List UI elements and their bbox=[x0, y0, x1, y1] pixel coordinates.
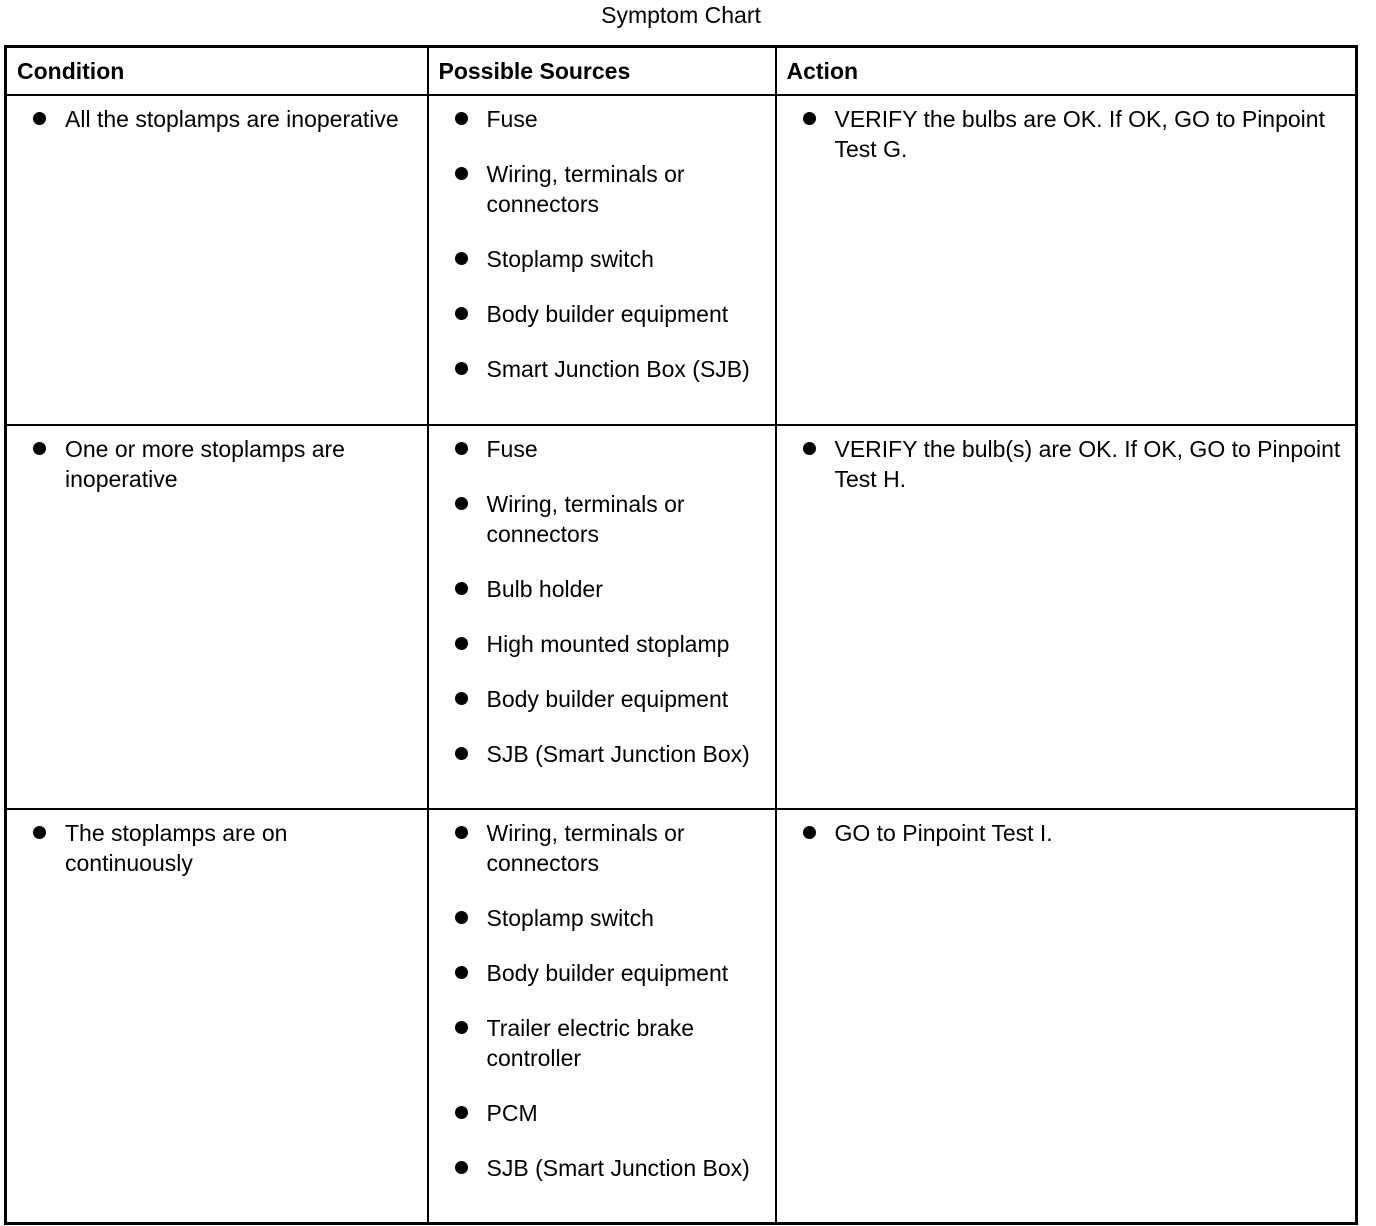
source-item-text: Stoplamp switch bbox=[486, 905, 654, 931]
table-row bbox=[6, 809, 1357, 1224]
possible-sources-cell bbox=[428, 95, 776, 425]
condition-list bbox=[7, 818, 417, 878]
source-item bbox=[429, 354, 765, 384]
condition-list bbox=[7, 434, 417, 494]
chart-title: Symptom Chart bbox=[601, 2, 761, 28]
bullet-icon bbox=[803, 112, 816, 125]
header-action: Action bbox=[776, 47, 1357, 96]
header-possible-sources: Possible Sources bbox=[428, 47, 776, 96]
table-row bbox=[6, 425, 1357, 809]
condition-cell bbox=[6, 95, 428, 425]
bullet-icon bbox=[455, 497, 468, 510]
bullet-icon bbox=[455, 252, 468, 265]
source-item bbox=[429, 489, 765, 549]
bullet-icon bbox=[455, 747, 468, 760]
action-item bbox=[777, 818, 1346, 848]
sources-list bbox=[429, 104, 765, 384]
condition-item-text: All the stoplamps are inoperative bbox=[65, 106, 399, 132]
source-item-text: Smart Junction Box (SJB) bbox=[486, 356, 750, 382]
source-item bbox=[429, 434, 765, 464]
bullet-icon bbox=[33, 442, 46, 455]
source-item bbox=[429, 739, 765, 769]
source-item-text: High mounted stoplamp bbox=[486, 631, 730, 657]
condition-item-text: The stoplamps are on continuously bbox=[65, 820, 288, 876]
bullet-icon bbox=[33, 112, 46, 125]
action-cell bbox=[776, 95, 1357, 425]
source-item bbox=[429, 629, 765, 659]
bullet-icon bbox=[803, 442, 816, 455]
action-cell bbox=[776, 809, 1357, 1224]
source-item bbox=[429, 1098, 765, 1128]
action-item-text: VERIFY the bulb(s) are OK. If OK, GO to Pinpoint Test H. bbox=[834, 436, 1341, 492]
bullet-icon bbox=[455, 1021, 468, 1034]
condition-item bbox=[7, 818, 417, 878]
sources-list bbox=[429, 434, 765, 769]
action-list bbox=[777, 104, 1346, 164]
action-item-text: GO to Pinpoint Test I. bbox=[834, 820, 1053, 846]
source-item-text: Wiring, terminals or connectors bbox=[486, 491, 685, 547]
possible-sources-cell bbox=[428, 425, 776, 809]
source-item bbox=[429, 244, 765, 274]
source-item-text: Fuse bbox=[486, 436, 538, 462]
source-item-text: SJB (Smart Junction Box) bbox=[486, 741, 750, 767]
action-list bbox=[777, 434, 1346, 494]
bullet-icon bbox=[455, 582, 468, 595]
source-item bbox=[429, 958, 765, 988]
source-item bbox=[429, 1153, 765, 1183]
bullet-icon bbox=[33, 826, 46, 839]
source-item-text: Trailer electric brake controller bbox=[486, 1015, 694, 1071]
symptom-table bbox=[4, 45, 1358, 1225]
bullet-icon bbox=[455, 442, 468, 455]
source-item-text: Body builder equipment bbox=[486, 301, 729, 327]
action-item bbox=[777, 434, 1346, 494]
action-item bbox=[777, 104, 1346, 164]
source-item-text: Fuse bbox=[486, 106, 538, 132]
sources-list bbox=[429, 818, 765, 1183]
source-item bbox=[429, 903, 765, 933]
bullet-icon bbox=[455, 692, 468, 705]
source-item-text: Wiring, terminals or connectors bbox=[486, 820, 685, 876]
source-item bbox=[429, 574, 765, 604]
source-item-text: Body builder equipment bbox=[486, 960, 729, 986]
condition-list bbox=[7, 104, 417, 134]
source-item-text: Bulb holder bbox=[486, 576, 603, 602]
bullet-icon bbox=[803, 826, 816, 839]
action-item-text: VERIFY the bulbs are OK. If OK, GO to Pinpoint Test G. bbox=[834, 106, 1325, 162]
bullet-icon bbox=[455, 112, 468, 125]
action-list bbox=[777, 818, 1346, 848]
bullet-icon bbox=[455, 1106, 468, 1119]
condition-item-text: One or more stoplamps are inoperative bbox=[65, 436, 345, 492]
source-item-text: Wiring, terminals or connectors bbox=[486, 161, 685, 217]
header-row bbox=[6, 47, 1357, 96]
bullet-icon bbox=[455, 1161, 468, 1174]
source-item-text: Body builder equipment bbox=[486, 686, 729, 712]
bullet-icon bbox=[455, 637, 468, 650]
condition-cell bbox=[6, 809, 428, 1224]
source-item bbox=[429, 159, 765, 219]
bullet-icon bbox=[455, 167, 468, 180]
source-item-text: SJB (Smart Junction Box) bbox=[486, 1155, 750, 1181]
condition-item bbox=[7, 104, 417, 134]
source-item bbox=[429, 818, 765, 878]
header-condition: Condition bbox=[6, 47, 428, 96]
bullet-icon bbox=[455, 966, 468, 979]
condition-item bbox=[7, 434, 417, 494]
source-item bbox=[429, 299, 765, 329]
source-item bbox=[429, 1013, 765, 1073]
bullet-icon bbox=[455, 826, 468, 839]
bullet-icon bbox=[455, 362, 468, 375]
source-item-text: Stoplamp switch bbox=[486, 246, 654, 272]
condition-cell bbox=[6, 425, 428, 809]
source-item bbox=[429, 684, 765, 714]
possible-sources-cell bbox=[428, 809, 776, 1224]
bullet-icon bbox=[455, 307, 468, 320]
source-item-text: PCM bbox=[486, 1100, 538, 1126]
source-item bbox=[429, 104, 765, 134]
action-cell bbox=[776, 425, 1357, 809]
bullet-icon bbox=[455, 911, 468, 924]
table-row bbox=[6, 95, 1357, 425]
